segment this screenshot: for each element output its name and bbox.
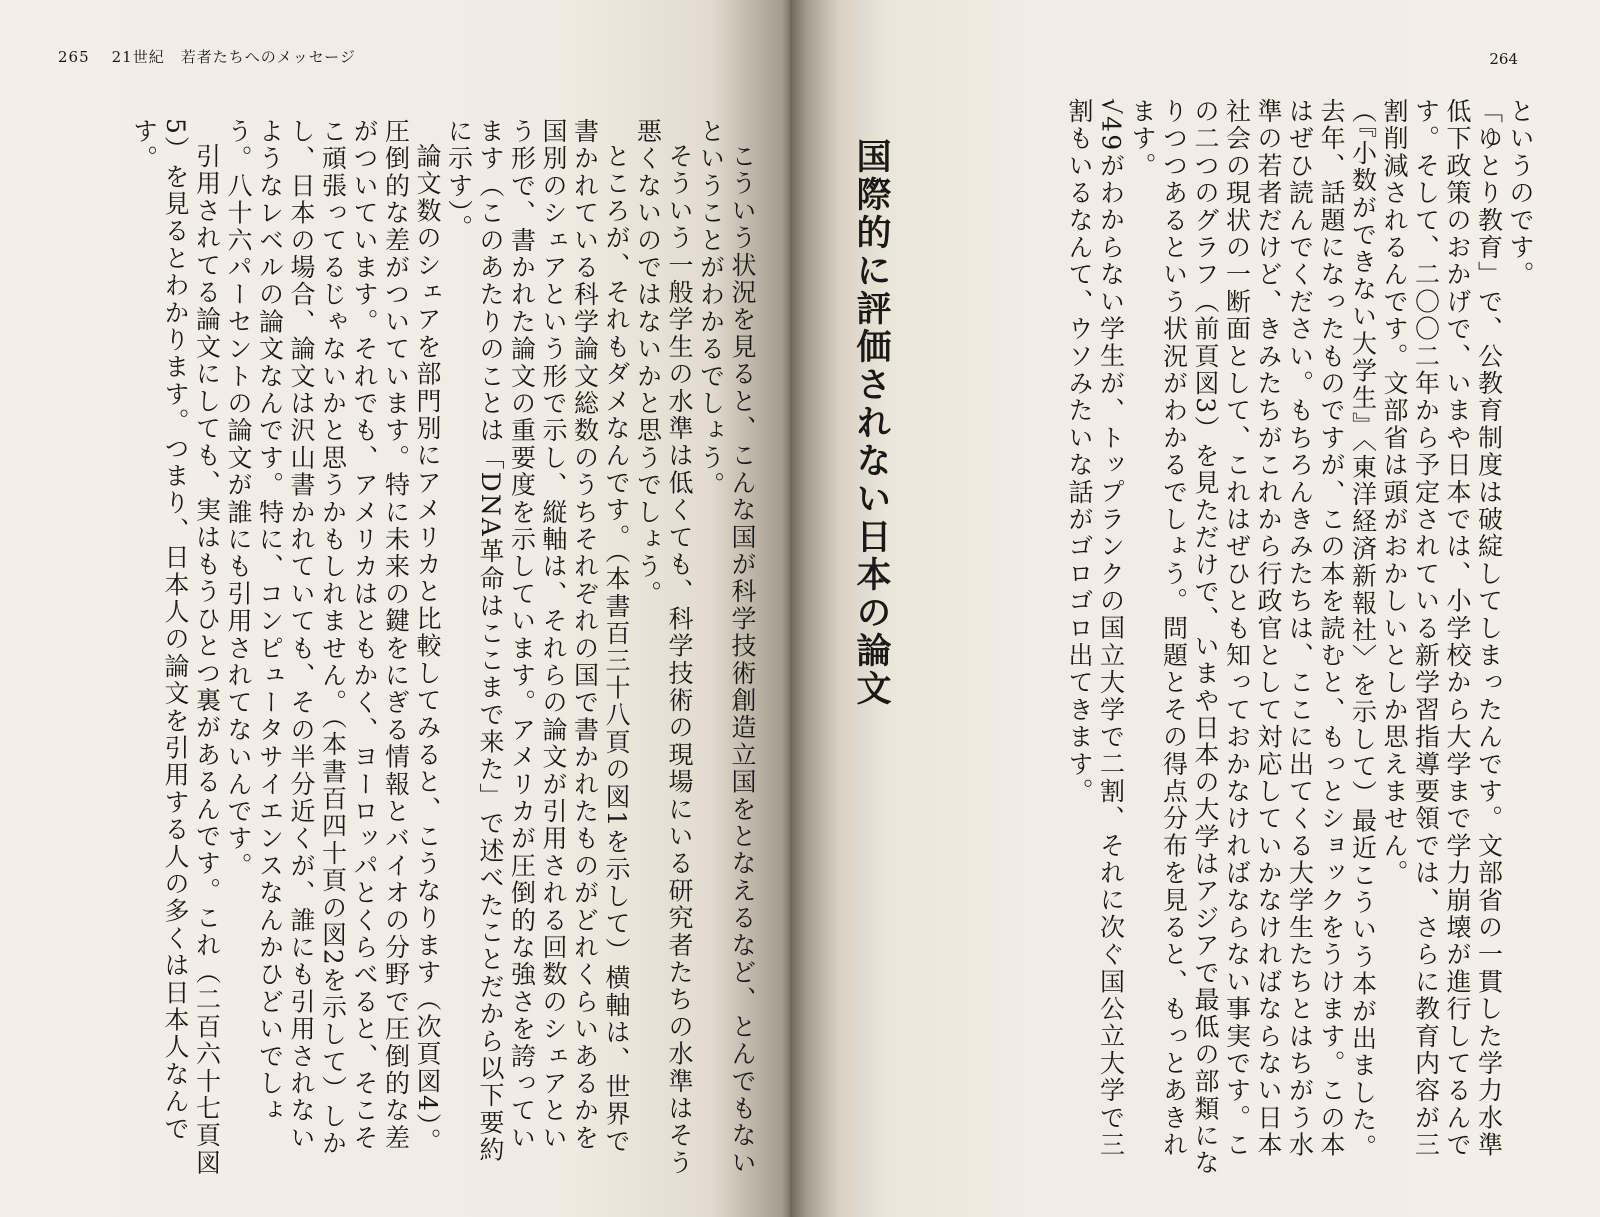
running-title: 21世紀 若者たちへのメッセージ — [111, 48, 356, 66]
left-page — [0, 0, 790, 1217]
paragraph: 論文数のシェアを部門別にアメリカと比較してみると、こうなります（次頁図4）。圧倒的な差がついています。特に未来の鍵をにぎる情報とバイオの分野で圧倒的な差がついています。それでも、アメリカはともかく、ヨーロッパとくらべると、そこそこ頑張ってるじゃないかと思うかもしれません。（本書百四十頁の図2を示して）しかし、日本の場合、論文は沢山書かれていても、その半分近くが、誰にも引用されないようなレベルの論文なんです。特に、コンピュータサイエンスなんかひどいでしょう。八十六パーセントの論文が誰にも引用されてないんです。 — [224, 118, 442, 1158]
paragraph: というのです。 — [1506, 98, 1535, 289]
right-page — [790, 0, 1600, 1217]
paragraph: こういう状況を見ると、こんな国が科学技術創造立国をとなえるなど、とんでもないということがわかるでしょう。 — [696, 118, 757, 1177]
right-page-body — [946, 98, 1536, 1178]
paragraph: （『小数ができない大学生』〈東洋経済新報社〉を示して）最近こういう本が出ました。去年、話題になったものですが、この本を読むと、もっとショックをうけます。この本はぜひ読んでください。もちろんきみたちは、ここに出てくる大学生たちとはちがう水準の若者だけど、きみたちがこれから行政官として対応していかなければならない日本社会の現状の一断面として、これはぜひとも知っておかなければならない事実です。この二つのグラフ（前頁図3）を見ただけで、いまや日本の大学はアジアで最低の部類になりつつあるという状況がわかるでしょう。問題とその得点分布を見ると、もっとあきれます。 — [1128, 98, 1378, 1177]
paragraph: √49がわからない学生が、トップランクの国立大学で二割、それに次ぐ国公立大学で三割もいるなんて、ウソみたいな話がゴロゴロ出てきます。 — [1065, 98, 1126, 1159]
left-page-body — [38, 118, 758, 1178]
left-page-number: 265 — [58, 48, 90, 66]
section-heading: 国際的に評価されない日本の論文 — [851, 138, 891, 708]
paragraph: ところが、それもダメなんです。（本書百三十八頁の図1を示して）横軸は、世界で書かれている科学論文総数のうちそれぞれの国で書かれたものがどれくらいあるかを国別のシェアという形で示し、縦軸は、それらの論文が引用される回数のシェアという形で、書かれた論文の重要度を示しています。アメリカが圧倒的な強さを誇っています（このあたりのことは「DNA革命はここまで来た」で述べたことだから以下要約に示す）。 — [444, 118, 631, 1164]
paragraph: 「ゆとり教育」で、公教育制度は破綻してしまったんです。文部省の一貫した学力水準低下政策のおかげで、いまや日本では、小学校から大学まで学力崩壊が進行してるんです。そして、二〇〇二年から予定されている新学習指導要領では、さらに教育内容が三割削減されるんです。文部省は頭がおかしいとしか思えません。 — [1380, 98, 1504, 1159]
right-page-number: 264 — [1489, 50, 1518, 68]
paragraph: そういう一般学生の水準は低くても、科学技術の現場にいる研究者たちの水準はそう悪くないのではないかと思うでしょう。 — [633, 118, 694, 1177]
running-head — [58, 46, 356, 67]
paragraph: 引用されてる論文にしても、実はもうひとつ裏があるんです。これ（二百六十七頁図5）を見るとわかります。つまり、日本人の論文を引用する人の多くは日本人なんです。 — [129, 118, 222, 1177]
